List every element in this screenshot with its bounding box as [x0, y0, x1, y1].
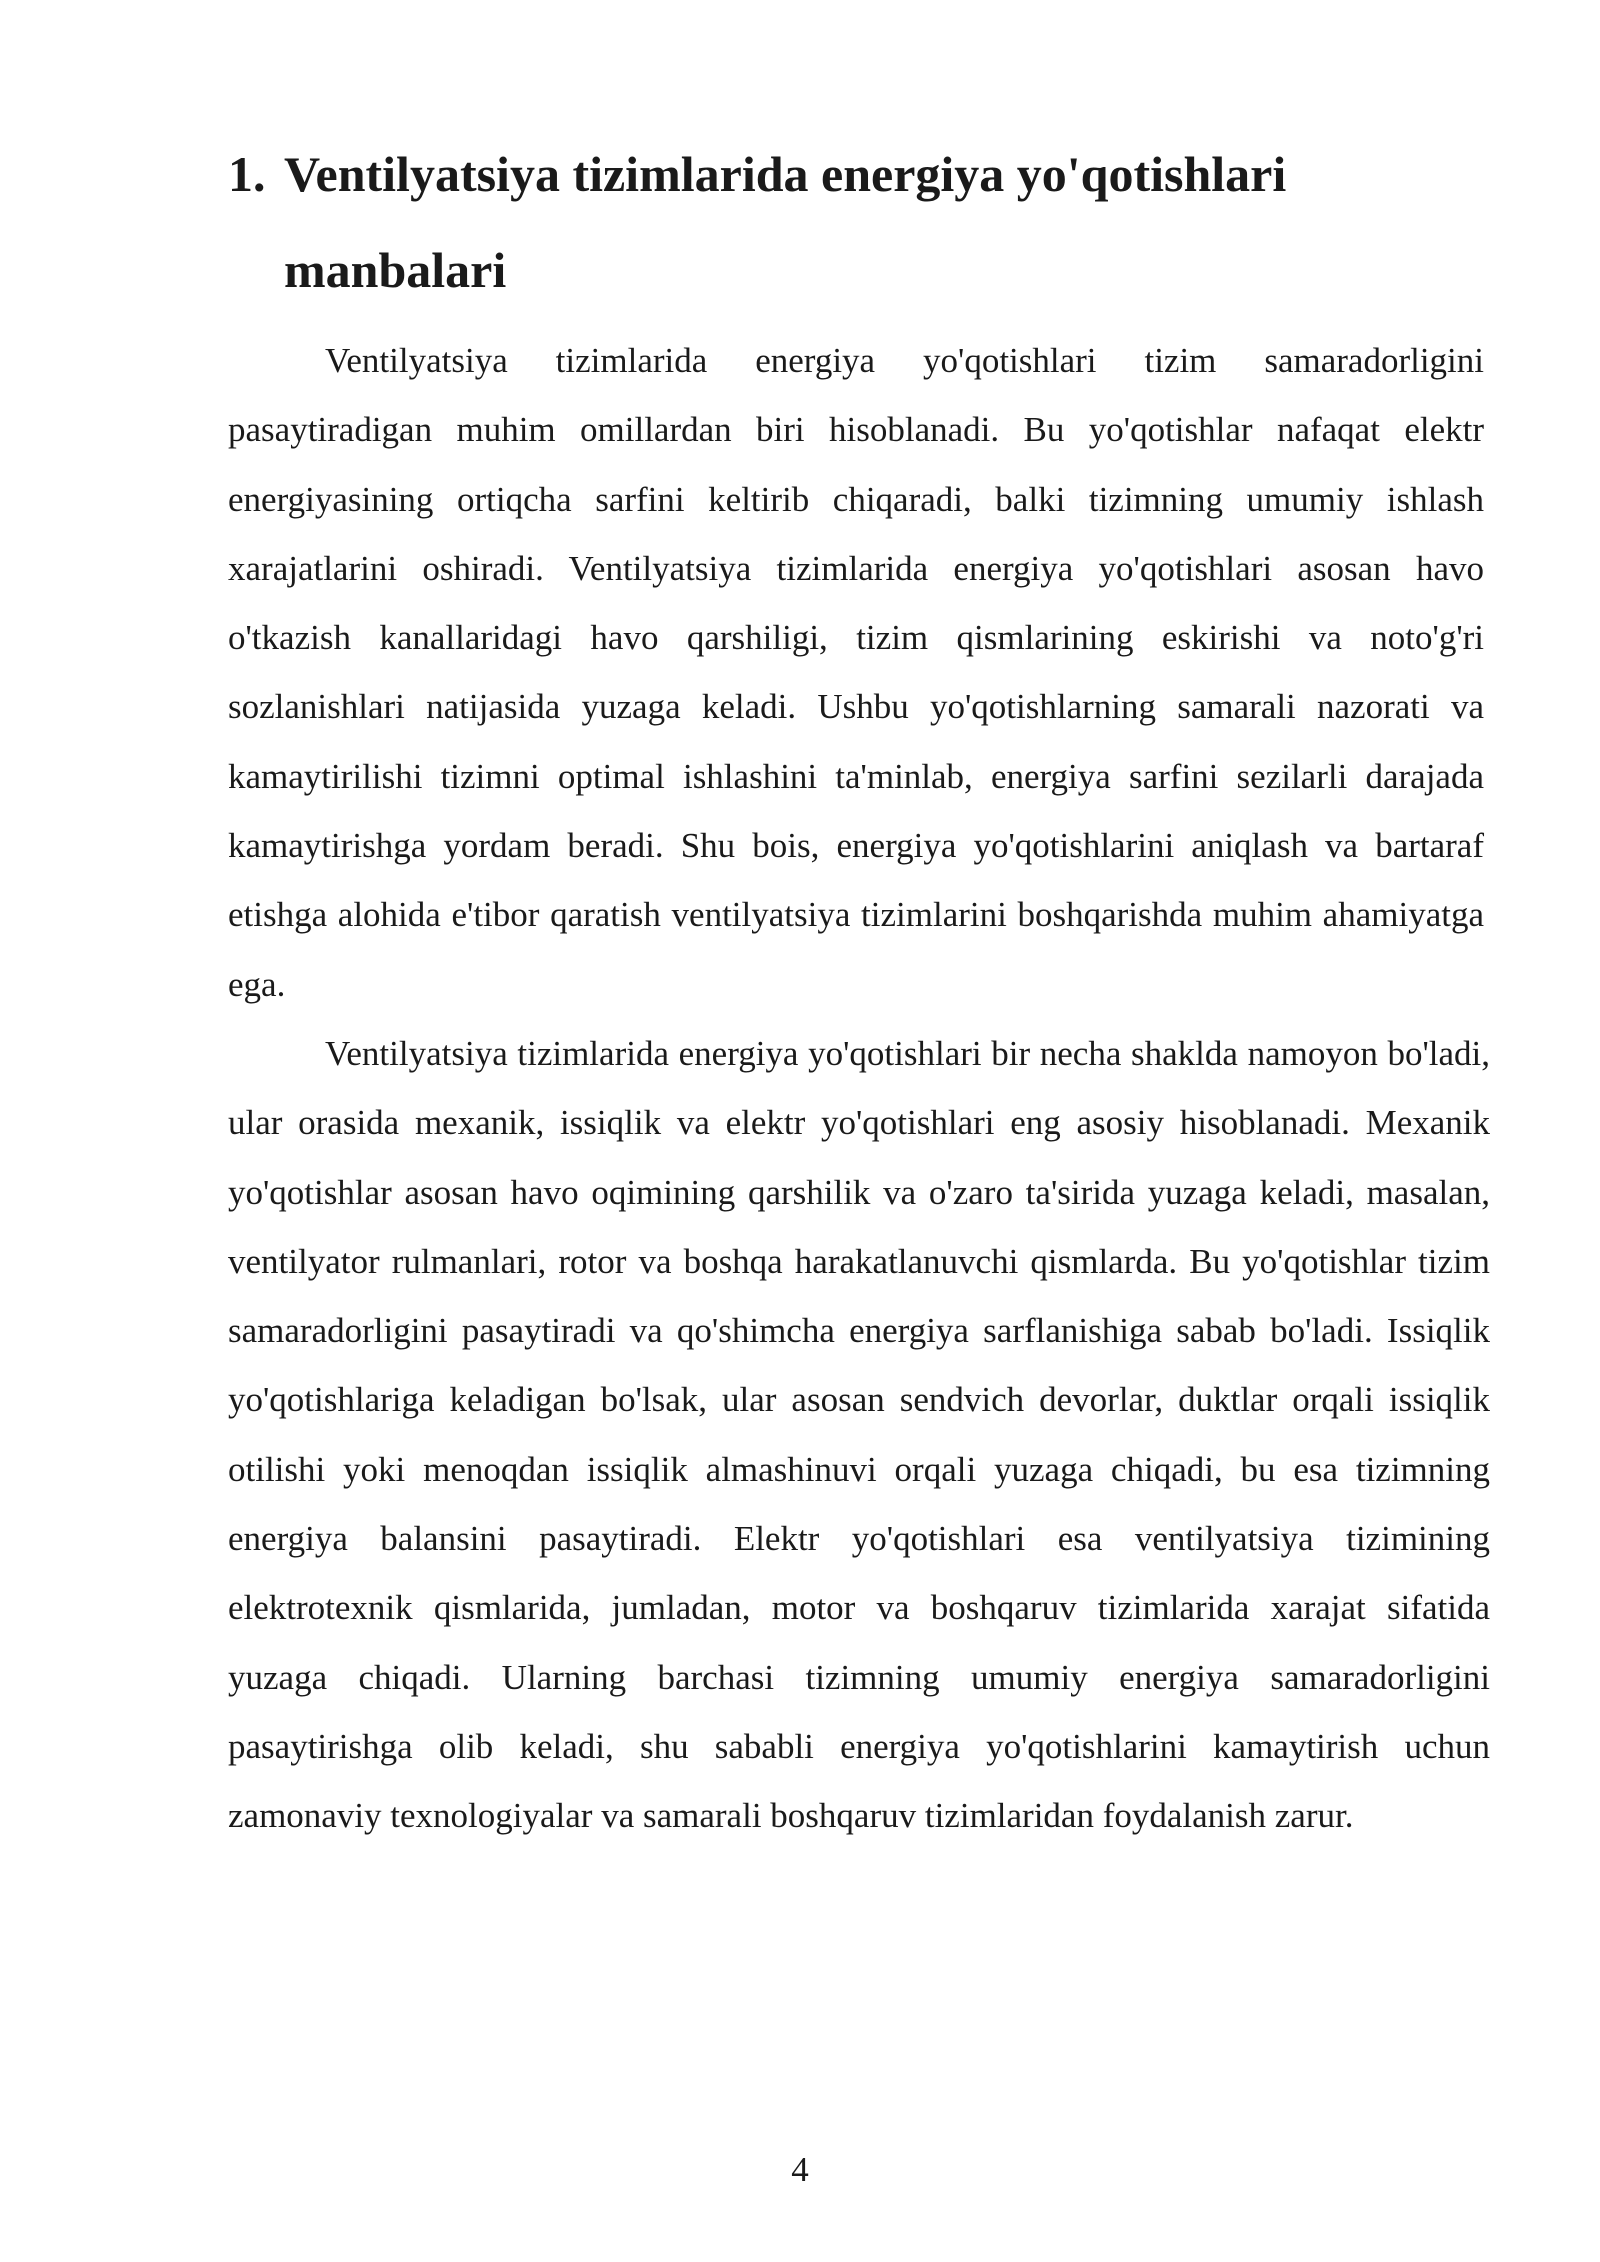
section-heading-line-1 — [228, 126, 1488, 222]
section-title-part-1: Ventilyatsiya tizimlarida energiya yo'qotishlari — [284, 146, 1287, 202]
page-number: 4 — [791, 2150, 809, 2189]
section-title-part-2: manbalari — [284, 242, 507, 298]
body-text — [228, 326, 1490, 1851]
paragraph-1: Ventilyatsiya tizimlarida energiya yo'qotishlari tizim samaradorligini pasaytiradigan muhim omillardan biri hisoblanadi. Bu yo'qotishlar nafaqat elektr energiyasining ortiqcha sarfini keltirib chiqaradi, balki tizimning umumiy ishlash xarajatlarini oshiradi. Ventilyatsiya tizimlarida energiya yo'qotishlari asosan havo o'tkazish kanallaridagi havo qarshiligi, tizim qismlarining eskirishi va noto'g'ri sozlanishlari natijasida yuzaga keladi. Ushbu yo'qotishlarning samarali nazorati va kamaytirilishi tizimni optimal ishlashini ta'minlab, energiya sarfini sezilarli darajada kamaytirishga yordam beradi. Shu bois, energiya yo'qotishlarini aniqlash va bartaraf etishga alohida e'tibor qaratish ventilyatsiya tizimlarini boshqarishda muhim ahamiyatga ega. — [228, 341, 1484, 1004]
paragraph-2: Ventilyatsiya tizimlarida energiya yo'qotishlari bir necha shaklda namoyon bo'ladi, ular orasida mexanik, issiqlik va elektr yo'qotishlari eng asosiy hisoblanadi. Mexanik yo'qotishlar asosan havo oqimining qarshilik va o'zaro ta'sirida yuzaga keladi, masalan, ventilyator rulmanlari, rotor va boshqa harakatlanuvchi qismlarda. Bu yo'qotishlar tizim samaradorligini pasaytiradi va qo'shimcha energiya sarflanishiga sabab bo'ladi. Issiqlik yo'qotishlariga keladigan bo'lsak, ular asosan sendvich devorlar, duktlar orqali issiqlik otilishi yoki menoqdan issiqlik almashinuvi orqali yuzaga chiqadi, bu esa tizimning energiya balansini pasaytiradi. Elektr yo'qotishlari esa ventilyatsiya tizimining elektrotexnik qismlarida, jumladan, motor va boshqaruv tizimlarida xarajat sifatida yuzaga chiqadi. Ularning barchasi tizimning umumiy energiya samaradorligini pasaytirishga olib keladi, shu sababli energiya yo'qotishlarini kamaytirish uchun zamonaviy texnologiyalar va samarali boshqaruv tizimlaridan foydalanish zarur. — [228, 1033, 1490, 1836]
section-number: 1. — [228, 146, 266, 202]
section-heading — [228, 126, 1488, 318]
